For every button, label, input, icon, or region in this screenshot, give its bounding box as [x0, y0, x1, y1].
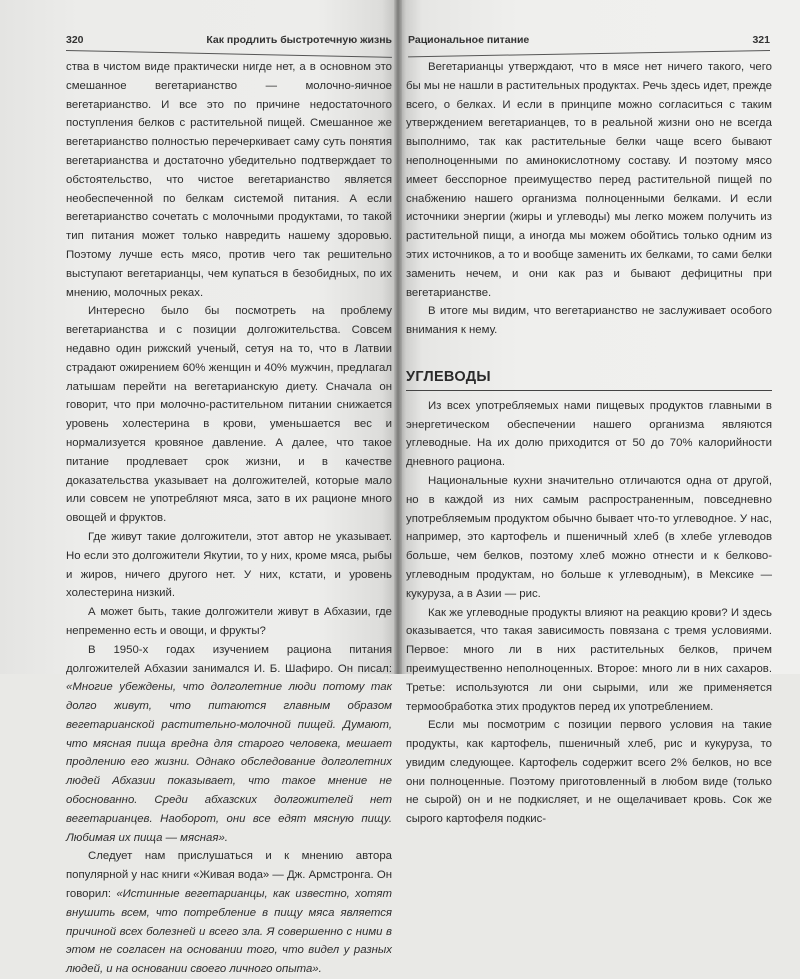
quotation: «Истинные вегетарианцы, как известно, хотят внушить всем, что потребление в пищу мяса является причиной всех болезней и всего зла. Я совершенно с ними в этом не согласен на основании того, что видел у разных людей, и на основании своего личного опыта».: [66, 888, 392, 976]
paragraph: Вегетарианцы утверждают, что в мясе нет ничего такого, чего бы мы не нашли в растительных продуктах. Речь здесь идет, прежде всего, о белках. И если в принципе можно согласиться с таким утверждением вегетарианцев, то в реальной жизни оно не всегда выполнимо, так как растительные белки чаще всего бывают неполноценными по аминокислотному составу. И поэтому мясо имеет бесспорное преимущество перед растительной пищей по снабжению нашего организма полноценными белками. И если источники энергии (жиры и углеводы) мы легко можем получить из растительной пищи, а иногда мы можем обойтись только одним из этих источников, а то и вообще заменить их белками, то сами белки заменить нечем, и они как раз и бывают дефицитны при вегетарианстве.: [406, 61, 772, 299]
paragraph: Национальные кухни значительно отличаются одна от другой, но в каждой из них самым распространенным, повседневно употребляемым продуктом обычно бывает что-то углеводное. У нас, например, это картофель и пшеничный хлеб (в хлебе углеводов больше, чем белков, поэтому хлеб можно отнести и к белково-углеводным продуктам, но больше к углеводным), в Мексике — кукуруза, а в Азии — рис.: [406, 474, 772, 600]
paragraph: [66, 847, 392, 979]
paragraph: ства в чистом виде практически нигде нет, а в основном это смешанное вегетарианство — молочно-яичное вегетарианство. И все это по причине недостаточного поступления белков с растительной пищей. Смешанное же вегетарианство полностью перечеркивает саму суть понятия вегетарианства и достаточно убедительно подтверждает то обстоятельство, что чистое вегетарианство является необеспеченной по белкам системой питания. А если вегетарианство сочетать с молочными продуктами, то такой тип питания может только навредить нашему здоровью. Поэтому лучше есть мясо, против чего так решительно выступают вегетарианцы, чем купаться в безобидных, по их мнению, молочных реках.: [66, 61, 392, 299]
left-page-body: [66, 58, 392, 979]
paragraph: В итоге мы видим, что вегетарианство не заслуживает особого внимания к нему.: [406, 305, 772, 337]
header-rule: [66, 50, 392, 58]
running-header-title: Как продлить быстротечную жизнь: [206, 34, 392, 46]
page-number: 321: [752, 34, 770, 46]
left-page: [0, 0, 398, 976]
paragraph: Где живут такие долгожители, этот автор не указывает. Но если это долгожители Якутии, то у них, кроме мяса, рыбы и жиров, ничего другого нет. У них, кстати, и уровень холестерина низкий.: [66, 530, 392, 600]
page-number: 320: [66, 34, 84, 46]
right-page-body: [406, 58, 772, 829]
paragraph: А может быть, такие долгожители живут в Абхазии, где непременно есть и овощи, и фрукты?: [66, 606, 392, 637]
running-header-title: Рациональное питание: [408, 34, 530, 46]
book-gutter: [394, 0, 402, 674]
right-running-header: [408, 30, 770, 46]
paragraph: Если мы посмотрим с позиции первого условия на такие продукты, как картофель, пшеничный хлеб, рис и кукуруза, то увидим следующее. Картофель содержит всего 2% белков, но все они полноценные. Поэтому приготовленный в любом виде (только не сырой) он и не подкисляет, и не ощелачивает кровь. Сок же сырого картофеля подкис-: [406, 719, 772, 826]
paragraph: Как же углеводные продукты влияют на реакцию крови? И здесь оказывается, что такая зависимость повязана с тремя условиями. Первое: много ли в них растительных белков, причем преимущественно неполноценных. Второе: много ли в них сахаров. Третье: используются ли они сырыми, или же применяется термообработка этих продуктов перед их употреблением.: [406, 606, 772, 713]
right-page: [398, 0, 800, 826]
quotation: «Многие убеждены, что долголетние люди потому так долго живут, что питаются главным образом вегетарианской растительно-молочной пищей. Думают, что мясная пища вредна для старого человека, мешает продлению его жизни. Однако обследование долголетних людей Абхазии показывает, что такое мнение не обоснованно. Среди абхазских долгожителей нет вегетарианцев. Наоборот, они все едят мясную пищу. Любимая их пища — мясная».: [66, 681, 392, 844]
paragraph-text: Следует нам прислушаться и к мнению автора популярной у нас книги «Живая вода» — Дж. Армстронга. Он говорил:: [66, 850, 392, 901]
header-rule: [408, 50, 770, 57]
paragraph: Интересно было бы посмотреть на проблему вегетарианства и с позиции долгожительства. Совсем недавно один рижский ученый, сетуя на то, что в Латвии страдают ожирением 60% женщин и 40% мужчин, предлагал латышам перейти на вегетарианскую диету. Сначала он говорит, что при молочно-растительном питании снижается уровень холестерина в крови, уменьшается вес и нормализуется кровяное давление. А далее, что такое питание продлевает срок жизни, и в качестве доказательства указывает на долгожителей, которые мало или совсем не употребляют мяса, зато в их рационе много овощей и фруктов.: [66, 305, 392, 525]
left-running-header: [66, 30, 392, 46]
paragraph: [66, 641, 392, 848]
section-heading: УГЛЕВОДЫ: [406, 368, 772, 391]
paragraph-text: В 1950-х годах изучением рациона питания долгожителей Абхазии занимался И. Б. Шафиро. Он писал:: [66, 643, 392, 675]
paragraph: Из всех употребляемых нами пищевых продуктов главными в энергетическом обеспечении нашего организма являются углеводные. На их долю приходится от 50 до 70% калорийности дневного рациона.: [406, 399, 772, 469]
